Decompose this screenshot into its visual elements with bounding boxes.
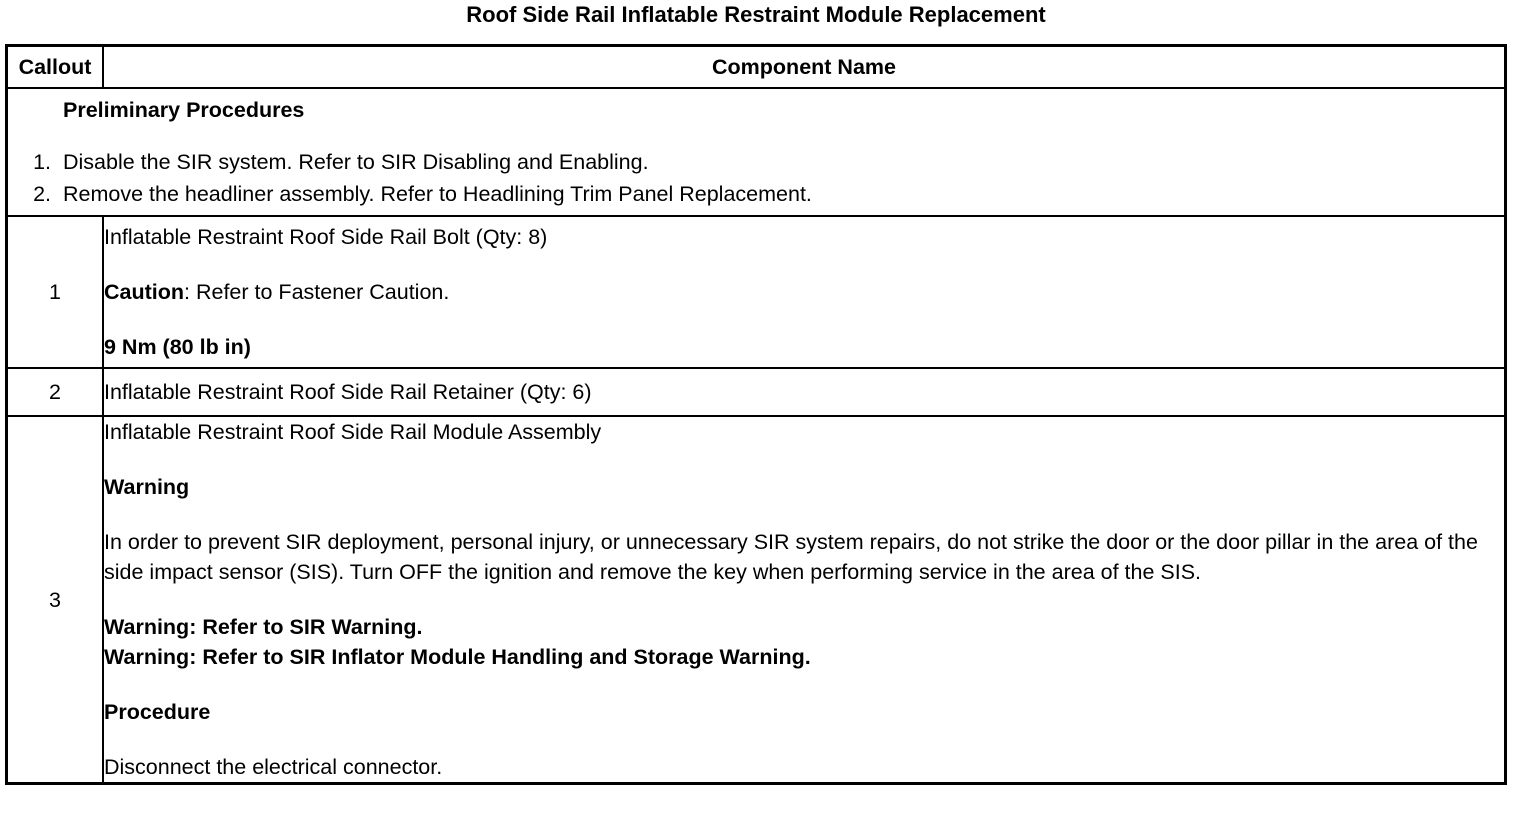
step-text: Remove the headliner assembly. Refer to Headlining Trim Panel Replacement. [63,182,812,206]
preliminary-heading: Preliminary Procedures [63,98,305,122]
component-name: Inflatable Restraint Roof Side Rail Retainer (Qty: 6) [104,380,592,404]
component-name: Inflatable Restraint Roof Side Rail Bolt (Qty: 8) [104,225,548,249]
component-name: Inflatable Restraint Roof Side Rail Module Assembly [104,420,602,444]
warning-heading: Warning [104,475,190,499]
component-name-cell [103,216,1506,368]
component-name-cell [103,416,1506,784]
column-header-component-name: Component Name [103,46,1506,89]
preliminary-step [8,178,1504,210]
caution-note [104,277,1504,307]
preliminary-step [8,146,1504,178]
procedure-table [5,44,1507,785]
step-number: 1. [33,150,51,174]
warning-reference: Warning: Refer to SIR Warning. [104,615,423,639]
table-row [7,368,1506,416]
preliminary-row [7,88,1506,216]
preliminary-steps [8,146,1504,210]
callout-cell: 1 [7,216,104,368]
column-header-callout: Callout [7,46,104,89]
table-row [7,416,1506,784]
procedure-step: Disconnect the electrical connector. [104,755,443,779]
warning-reference: Warning: Refer to SIR Inflator Module Handling and Storage Warning. [104,645,811,669]
callout-cell: 3 [7,416,104,784]
step-text: Disable the SIR system. Refer to SIR Disabling and Enabling. [63,150,649,174]
step-number: 2. [33,182,51,206]
table-header-row [7,46,1506,89]
caution-text: : Refer to Fastener Caution. [184,280,450,304]
preliminary-cell [7,88,1506,216]
callout-cell: 2 [7,368,104,416]
page-title: Roof Side Rail Inflatable Restraint Module Replacement [466,2,1046,27]
torque-spec: 9 Nm (80 lb in) [104,335,251,359]
procedure-heading: Procedure [104,700,211,724]
table-row [7,216,1506,368]
caution-label: Caution [104,280,185,304]
component-name-cell [103,368,1506,416]
warning-text: In order to prevent SIR deployment, personal injury, or unnecessary SIR system repairs, do not strike the door or the door pillar in the area of the side impact sensor (SIS). Turn OFF the ignition and remove the key when performing service in the area of the SIS. [104,530,1478,584]
